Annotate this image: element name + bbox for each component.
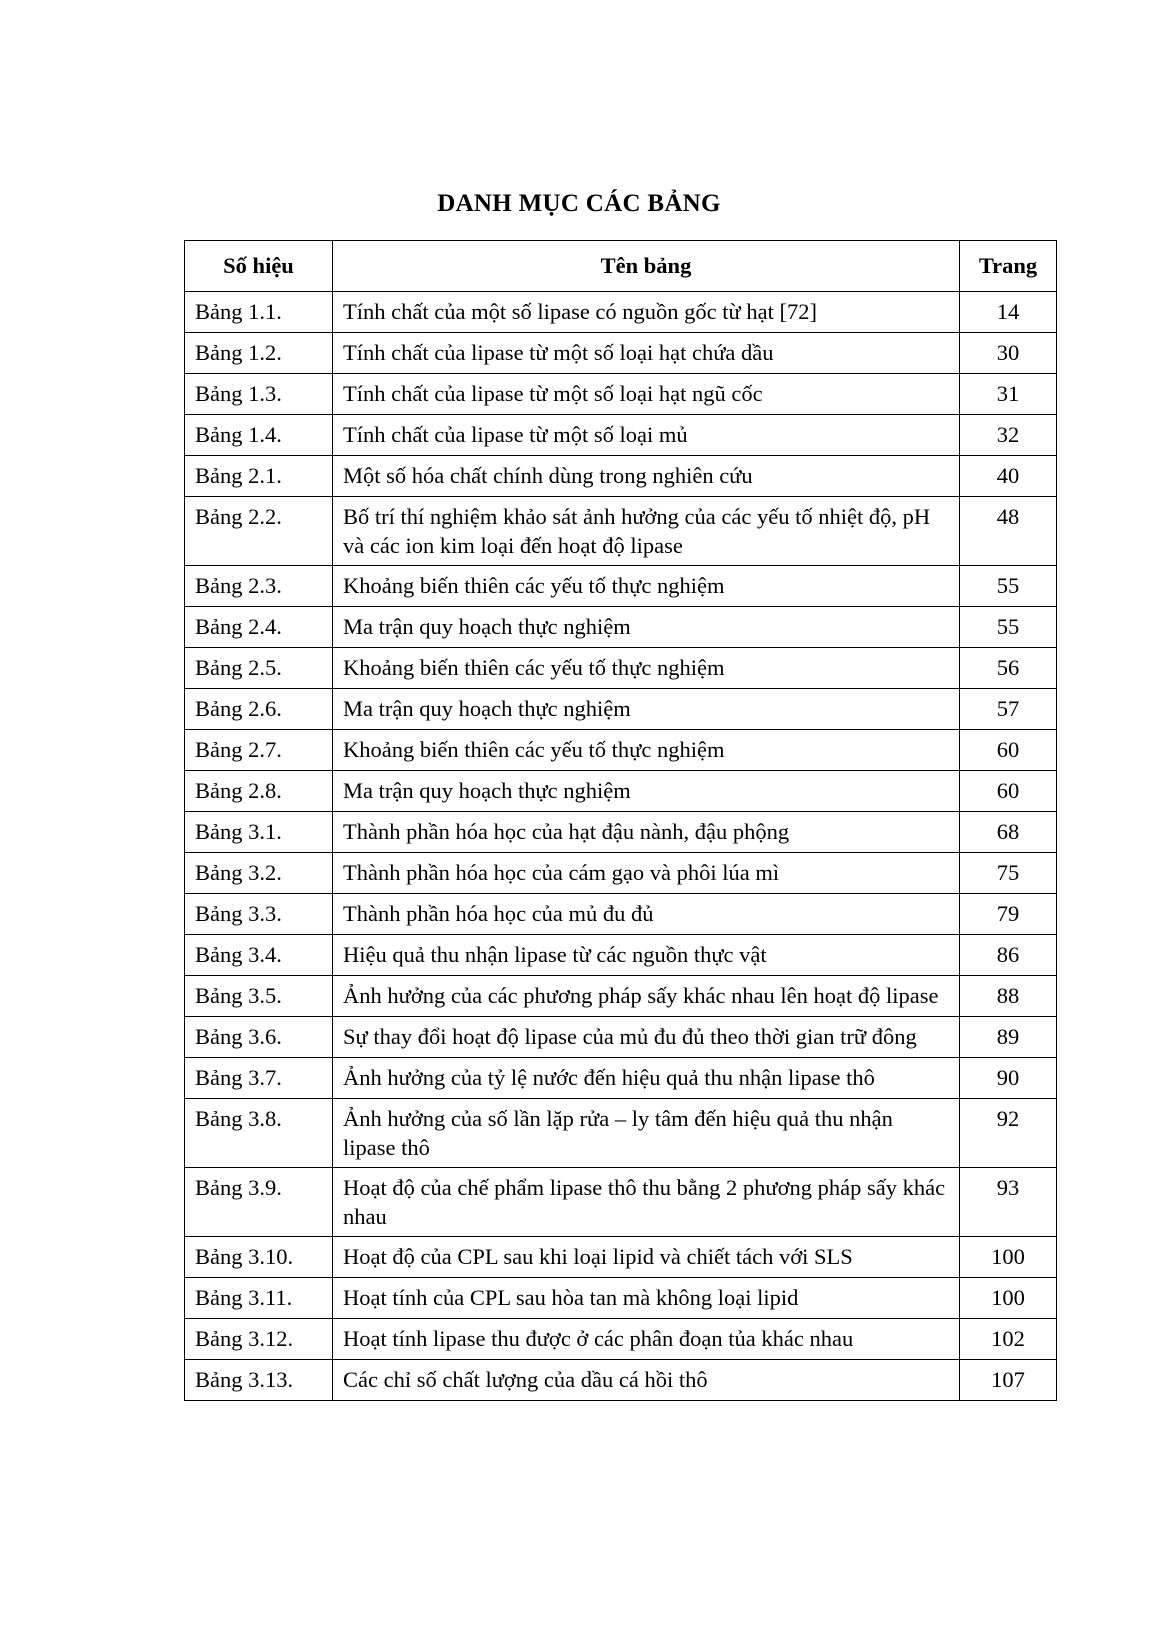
row-name: Ma trận quy hoạch thực nghiệm bbox=[333, 607, 960, 648]
row-page: 56 bbox=[960, 648, 1057, 689]
row-page: 40 bbox=[960, 456, 1057, 497]
row-name: Ảnh hưởng của các phương pháp sấy khác nhau lên hoạt độ lipase bbox=[333, 976, 960, 1017]
row-name: Một số hóa chất chính dùng trong nghiên cứu bbox=[333, 456, 960, 497]
row-number: Bảng 2.6. bbox=[185, 689, 333, 730]
row-page: 55 bbox=[960, 566, 1057, 607]
row-page: 30 bbox=[960, 333, 1057, 374]
row-number: Bảng 2.7. bbox=[185, 730, 333, 771]
table-row bbox=[185, 292, 1057, 333]
row-name: Các chỉ số chất lượng của dầu cá hồi thô bbox=[333, 1360, 960, 1401]
row-page: 14 bbox=[960, 292, 1057, 333]
table-row bbox=[185, 935, 1057, 976]
row-number: Bảng 3.1. bbox=[185, 812, 333, 853]
row-page: 88 bbox=[960, 976, 1057, 1017]
row-name: Hoạt tính của CPL sau hòa tan mà không loại lipid bbox=[333, 1278, 960, 1319]
table-row bbox=[185, 456, 1057, 497]
row-name: Thành phần hóa học của hạt đậu nành, đậu phộng bbox=[333, 812, 960, 853]
table-row bbox=[185, 812, 1057, 853]
page-title: DANH MỤC CÁC BẢNG bbox=[437, 190, 721, 217]
table-row bbox=[185, 415, 1057, 456]
row-page: 93 bbox=[960, 1168, 1057, 1237]
row-name: Khoảng biến thiên các yếu tố thực nghiệm bbox=[333, 566, 960, 607]
row-page: 31 bbox=[960, 374, 1057, 415]
row-page: 102 bbox=[960, 1319, 1057, 1360]
table-list bbox=[184, 240, 1057, 1401]
row-name: Hiệu quả thu nhận lipase từ các nguồn thực vật bbox=[333, 935, 960, 976]
table-row bbox=[185, 1017, 1057, 1058]
row-number: Bảng 1.2. bbox=[185, 333, 333, 374]
row-name: Bố trí thí nghiệm khảo sát ảnh hưởng của các yếu tố nhiệt độ, pH và các ion kim loại đến hoạt độ lipase bbox=[333, 497, 960, 566]
table-row bbox=[185, 976, 1057, 1017]
row-page: 75 bbox=[960, 853, 1057, 894]
row-name: Ma trận quy hoạch thực nghiệm bbox=[333, 689, 960, 730]
row-number: Bảng 3.8. bbox=[185, 1099, 333, 1168]
row-name: Hoạt tính lipase thu được ở các phân đoạn tủa khác nhau bbox=[333, 1319, 960, 1360]
table-row bbox=[185, 333, 1057, 374]
row-number: Bảng 1.1. bbox=[185, 292, 333, 333]
table-row bbox=[185, 1168, 1057, 1237]
row-name: Tính chất của lipase từ một số loại mủ bbox=[333, 415, 960, 456]
row-number: Bảng 3.11. bbox=[185, 1278, 333, 1319]
row-number: Bảng 1.3. bbox=[185, 374, 333, 415]
row-number: Bảng 3.5. bbox=[185, 976, 333, 1017]
row-page: 100 bbox=[960, 1237, 1057, 1278]
row-page: 92 bbox=[960, 1099, 1057, 1168]
header-row bbox=[185, 241, 1057, 292]
row-number: Bảng 3.4. bbox=[185, 935, 333, 976]
row-page: 86 bbox=[960, 935, 1057, 976]
row-name: Thành phần hóa học của mủ đu đủ bbox=[333, 894, 960, 935]
table-row bbox=[185, 1360, 1057, 1401]
table-row bbox=[185, 730, 1057, 771]
row-name: Tính chất của lipase từ một số loại hạt ngũ cốc bbox=[333, 374, 960, 415]
table-row bbox=[185, 689, 1057, 730]
table-header bbox=[185, 241, 1057, 292]
row-name: Sự thay đổi hoạt độ lipase của mủ đu đủ theo thời gian trữ đông bbox=[333, 1017, 960, 1058]
row-page: 90 bbox=[960, 1058, 1057, 1099]
table-row bbox=[185, 1099, 1057, 1168]
row-number: Bảng 2.4. bbox=[185, 607, 333, 648]
table-row bbox=[185, 853, 1057, 894]
row-number: Bảng 2.5. bbox=[185, 648, 333, 689]
row-name: Ảnh hưởng của số lần lặp rửa – ly tâm đến hiệu quả thu nhận lipase thô bbox=[333, 1099, 960, 1168]
row-number: Bảng 1.4. bbox=[185, 415, 333, 456]
row-page: 89 bbox=[960, 1017, 1057, 1058]
row-name: Ma trận quy hoạch thực nghiệm bbox=[333, 771, 960, 812]
table-body bbox=[185, 292, 1057, 1401]
table-row bbox=[185, 1237, 1057, 1278]
row-name: Tính chất của một số lipase có nguồn gốc từ hạt [72] bbox=[333, 292, 960, 333]
table-row bbox=[185, 894, 1057, 935]
table-row bbox=[185, 648, 1057, 689]
row-number: Bảng 3.9. bbox=[185, 1168, 333, 1237]
row-page: 100 bbox=[960, 1278, 1057, 1319]
row-number: Bảng 3.6. bbox=[185, 1017, 333, 1058]
table-row bbox=[185, 497, 1057, 566]
row-number: Bảng 3.12. bbox=[185, 1319, 333, 1360]
row-name: Ảnh hưởng của tỷ lệ nước đến hiệu quả thu nhận lipase thô bbox=[333, 1058, 960, 1099]
header-name: Tên bảng bbox=[333, 241, 960, 292]
row-page: 107 bbox=[960, 1360, 1057, 1401]
row-number: Bảng 2.1. bbox=[185, 456, 333, 497]
row-name: Khoảng biến thiên các yếu tố thực nghiệm bbox=[333, 648, 960, 689]
header-number: Số hiệu bbox=[185, 241, 333, 292]
row-number: Bảng 3.10. bbox=[185, 1237, 333, 1278]
table-row bbox=[185, 1058, 1057, 1099]
table-row bbox=[185, 566, 1057, 607]
row-number: Bảng 3.3. bbox=[185, 894, 333, 935]
table-row bbox=[185, 1278, 1057, 1319]
row-page: 55 bbox=[960, 607, 1057, 648]
row-number: Bảng 2.3. bbox=[185, 566, 333, 607]
row-name: Hoạt độ của CPL sau khi loại lipid và chiết tách với SLS bbox=[333, 1237, 960, 1278]
row-number: Bảng 3.13. bbox=[185, 1360, 333, 1401]
row-page: 79 bbox=[960, 894, 1057, 935]
table-row bbox=[185, 607, 1057, 648]
row-name: Hoạt độ của chế phẩm lipase thô thu bằng 2 phương pháp sấy khác nhau bbox=[333, 1168, 960, 1237]
row-number: Bảng 2.8. bbox=[185, 771, 333, 812]
row-name: Thành phần hóa học của cám gạo và phôi lúa mì bbox=[333, 853, 960, 894]
row-name: Tính chất của lipase từ một số loại hạt chứa dầu bbox=[333, 333, 960, 374]
row-page: 68 bbox=[960, 812, 1057, 853]
row-page: 48 bbox=[960, 497, 1057, 566]
table-row bbox=[185, 1319, 1057, 1360]
header-page: Trang bbox=[960, 241, 1057, 292]
row-number: Bảng 2.2. bbox=[185, 497, 333, 566]
row-page: 60 bbox=[960, 771, 1057, 812]
row-number: Bảng 3.7. bbox=[185, 1058, 333, 1099]
row-page: 57 bbox=[960, 689, 1057, 730]
row-page: 60 bbox=[960, 730, 1057, 771]
row-page: 32 bbox=[960, 415, 1057, 456]
row-number: Bảng 3.2. bbox=[185, 853, 333, 894]
table-row bbox=[185, 771, 1057, 812]
table-row bbox=[185, 374, 1057, 415]
row-name: Khoảng biến thiên các yếu tố thực nghiệm bbox=[333, 730, 960, 771]
